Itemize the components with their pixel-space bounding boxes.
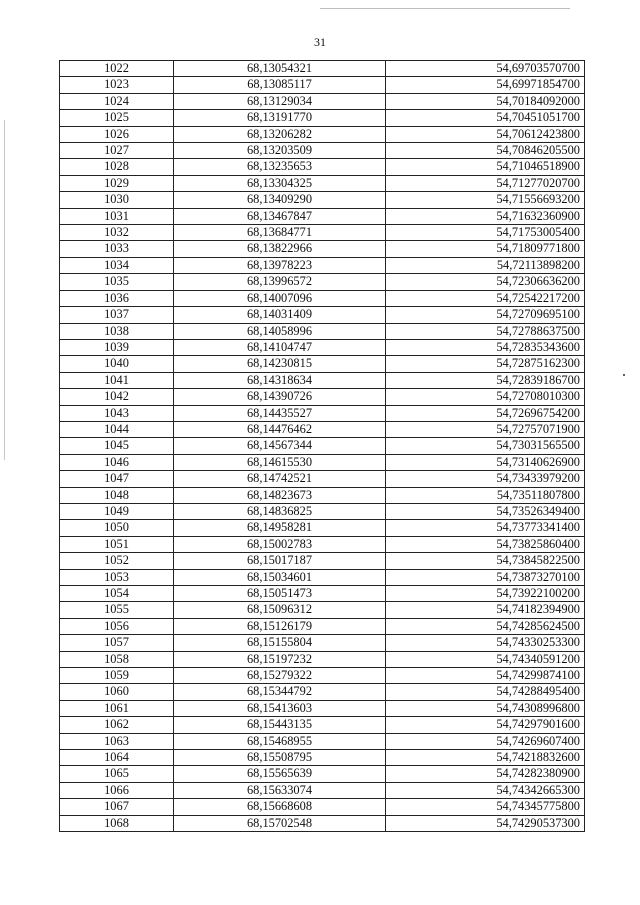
point-number-cell: 1037 [60, 307, 174, 323]
table-row [60, 684, 585, 700]
table-row [60, 668, 585, 684]
point-number-cell: 1034 [60, 257, 174, 273]
table-row [60, 405, 585, 421]
table-row [60, 717, 585, 733]
point-number-cell: 1057 [60, 635, 174, 651]
latitude-cell: 68,13978223 [174, 257, 386, 273]
point-number-cell: 1062 [60, 717, 174, 733]
table-row [60, 799, 585, 815]
latitude-cell: 68,14031409 [174, 307, 386, 323]
point-number-cell: 1025 [60, 110, 174, 126]
point-number-cell: 1041 [60, 372, 174, 388]
point-number-cell: 1059 [60, 668, 174, 684]
table-row [60, 733, 585, 749]
longitude-cell: 54,74308996800 [386, 700, 585, 716]
point-number-cell: 1067 [60, 799, 174, 815]
latitude-cell: 68,14615530 [174, 454, 386, 470]
latitude-cell: 68,15413603 [174, 700, 386, 716]
longitude-cell: 54,74282380900 [386, 766, 585, 782]
point-number-cell: 1038 [60, 323, 174, 339]
longitude-cell: 54,74269607400 [386, 733, 585, 749]
longitude-cell: 54,70184092000 [386, 93, 585, 109]
table-row [60, 602, 585, 618]
longitude-cell: 54,72542217200 [386, 290, 585, 306]
coordinates-table-body [60, 61, 585, 832]
table-row [60, 618, 585, 634]
table-row [60, 553, 585, 569]
longitude-cell: 54,73773341400 [386, 520, 585, 536]
point-number-cell: 1068 [60, 815, 174, 831]
point-number-cell: 1058 [60, 651, 174, 667]
table-row [60, 225, 585, 241]
longitude-cell: 54,70612423800 [386, 126, 585, 142]
latitude-cell: 68,13203509 [174, 143, 386, 159]
longitude-cell: 54,72708010300 [386, 389, 585, 405]
longitude-cell: 54,70451051700 [386, 110, 585, 126]
point-number-cell: 1063 [60, 733, 174, 749]
longitude-cell: 54,72839186700 [386, 372, 585, 388]
table-row [60, 520, 585, 536]
table-row [60, 766, 585, 782]
latitude-cell: 68,14836825 [174, 503, 386, 519]
table-row [60, 339, 585, 355]
latitude-cell: 68,14823673 [174, 487, 386, 503]
latitude-cell: 68,15633074 [174, 782, 386, 798]
table-row [60, 110, 585, 126]
longitude-cell: 54,74288495400 [386, 684, 585, 700]
table-row [60, 389, 585, 405]
latitude-cell: 68,13304325 [174, 175, 386, 191]
longitude-cell: 54,74299874100 [386, 668, 585, 684]
longitude-cell: 54,69703570700 [386, 61, 585, 77]
latitude-cell: 68,14104747 [174, 339, 386, 355]
longitude-cell: 54,71632360900 [386, 208, 585, 224]
longitude-cell: 54,74342665300 [386, 782, 585, 798]
longitude-cell: 54,74330253300 [386, 635, 585, 651]
point-number-cell: 1055 [60, 602, 174, 618]
point-number-cell: 1026 [60, 126, 174, 142]
latitude-cell: 68,15126179 [174, 618, 386, 634]
longitude-cell: 54,69971854700 [386, 77, 585, 93]
point-number-cell: 1022 [60, 61, 174, 77]
table-row [60, 487, 585, 503]
latitude-cell: 68,14742521 [174, 471, 386, 487]
latitude-cell: 68,15017187 [174, 553, 386, 569]
longitude-cell: 54,74340591200 [386, 651, 585, 667]
latitude-cell: 68,14476462 [174, 421, 386, 437]
point-number-cell: 1028 [60, 159, 174, 175]
longitude-cell: 54,72757071900 [386, 421, 585, 437]
longitude-cell: 54,73845822500 [386, 553, 585, 569]
point-number-cell: 1045 [60, 438, 174, 454]
latitude-cell: 68,13191770 [174, 110, 386, 126]
latitude-cell: 68,15344792 [174, 684, 386, 700]
table-row [60, 175, 585, 191]
point-number-cell: 1060 [60, 684, 174, 700]
latitude-cell: 68,13822966 [174, 241, 386, 257]
longitude-cell: 54,73922100200 [386, 586, 585, 602]
longitude-cell: 54,73511807800 [386, 487, 585, 503]
table-row [60, 635, 585, 651]
table-row [60, 126, 585, 142]
table-row [60, 454, 585, 470]
point-number-cell: 1023 [60, 77, 174, 93]
table-row [60, 750, 585, 766]
point-number-cell: 1064 [60, 750, 174, 766]
table-row [60, 815, 585, 831]
latitude-cell: 68,14390726 [174, 389, 386, 405]
point-number-cell: 1061 [60, 700, 174, 716]
table-row [60, 569, 585, 585]
latitude-cell: 68,13054321 [174, 61, 386, 77]
point-number-cell: 1056 [60, 618, 174, 634]
longitude-cell: 54,74218832600 [386, 750, 585, 766]
longitude-cell: 54,74182394900 [386, 602, 585, 618]
point-number-cell: 1052 [60, 553, 174, 569]
latitude-cell: 68,13409290 [174, 192, 386, 208]
table-row [60, 93, 585, 109]
latitude-cell: 68,15565639 [174, 766, 386, 782]
table-row [60, 77, 585, 93]
point-number-cell: 1039 [60, 339, 174, 355]
longitude-cell: 54,73825860400 [386, 536, 585, 552]
table-row [60, 241, 585, 257]
page-number: 31 [314, 35, 326, 49]
point-number-cell: 1033 [60, 241, 174, 257]
point-number-cell: 1066 [60, 782, 174, 798]
table-row [60, 307, 585, 323]
longitude-cell: 54,72113898200 [386, 257, 585, 273]
longitude-cell: 54,74290537300 [386, 815, 585, 831]
latitude-cell: 68,14318634 [174, 372, 386, 388]
point-number-cell: 1053 [60, 569, 174, 585]
point-number-cell: 1050 [60, 520, 174, 536]
latitude-cell: 68,15468955 [174, 733, 386, 749]
point-number-cell: 1029 [60, 175, 174, 191]
point-number-cell: 1065 [60, 766, 174, 782]
latitude-cell: 68,14058996 [174, 323, 386, 339]
latitude-cell: 68,15443135 [174, 717, 386, 733]
point-number-cell: 1040 [60, 356, 174, 372]
longitude-cell: 54,70846205500 [386, 143, 585, 159]
longitude-cell: 54,71046518900 [386, 159, 585, 175]
longitude-cell: 54,71809771800 [386, 241, 585, 257]
longitude-cell: 54,73873270100 [386, 569, 585, 585]
longitude-cell: 54,73433979200 [386, 471, 585, 487]
point-number-cell: 1030 [60, 192, 174, 208]
coordinates-table [59, 60, 585, 832]
latitude-cell: 68,15279322 [174, 668, 386, 684]
table-row [60, 651, 585, 667]
point-number-cell: 1049 [60, 503, 174, 519]
table-row [60, 257, 585, 273]
longitude-cell: 54,74285624500 [386, 618, 585, 634]
longitude-cell: 54,73031565500 [386, 438, 585, 454]
longitude-cell: 54,73526349400 [386, 503, 585, 519]
longitude-cell: 54,74297901600 [386, 717, 585, 733]
point-number-cell: 1031 [60, 208, 174, 224]
point-number-cell: 1047 [60, 471, 174, 487]
table-row [60, 372, 585, 388]
latitude-cell: 68,14435527 [174, 405, 386, 421]
table-row [60, 356, 585, 372]
scan-edge-left [4, 120, 5, 460]
longitude-cell: 54,73140626900 [386, 454, 585, 470]
latitude-cell: 68,13085117 [174, 77, 386, 93]
point-number-cell: 1054 [60, 586, 174, 602]
point-number-cell: 1043 [60, 405, 174, 421]
point-number-cell: 1042 [60, 389, 174, 405]
latitude-cell: 68,13206282 [174, 126, 386, 142]
point-number-cell: 1051 [60, 536, 174, 552]
point-number-cell: 1044 [60, 421, 174, 437]
table-row [60, 536, 585, 552]
latitude-cell: 68,15002783 [174, 536, 386, 552]
table-row [60, 782, 585, 798]
table-row [60, 503, 585, 519]
latitude-cell: 68,14007096 [174, 290, 386, 306]
scan-edge-top [320, 8, 570, 9]
table-row [60, 143, 585, 159]
latitude-cell: 68,15668608 [174, 799, 386, 815]
longitude-cell: 54,72696754200 [386, 405, 585, 421]
longitude-cell: 54,71277020700 [386, 175, 585, 191]
table-row [60, 471, 585, 487]
table-row [60, 700, 585, 716]
table-row [60, 61, 585, 77]
point-number-cell: 1027 [60, 143, 174, 159]
latitude-cell: 68,15051473 [174, 586, 386, 602]
latitude-cell: 68,15508795 [174, 750, 386, 766]
latitude-cell: 68,15034601 [174, 569, 386, 585]
latitude-cell: 68,14567344 [174, 438, 386, 454]
longitude-cell: 54,72709695100 [386, 307, 585, 323]
point-number-cell: 1024 [60, 93, 174, 109]
table-row [60, 208, 585, 224]
latitude-cell: 68,15197232 [174, 651, 386, 667]
latitude-cell: 68,14230815 [174, 356, 386, 372]
longitude-cell: 54,72835343600 [386, 339, 585, 355]
longitude-cell: 54,71556693200 [386, 192, 585, 208]
latitude-cell: 68,15096312 [174, 602, 386, 618]
latitude-cell: 68,13684771 [174, 225, 386, 241]
point-number-cell: 1048 [60, 487, 174, 503]
point-number-cell: 1046 [60, 454, 174, 470]
table-row [60, 438, 585, 454]
table-row [60, 274, 585, 290]
point-number-cell: 1032 [60, 225, 174, 241]
table-row [60, 421, 585, 437]
latitude-cell: 68,13467847 [174, 208, 386, 224]
point-number-cell: 1035 [60, 274, 174, 290]
latitude-cell: 68,15155804 [174, 635, 386, 651]
longitude-cell: 54,72788637500 [386, 323, 585, 339]
latitude-cell: 68,13996572 [174, 274, 386, 290]
table-row [60, 586, 585, 602]
longitude-cell: 54,72875162300 [386, 356, 585, 372]
latitude-cell: 68,15702548 [174, 815, 386, 831]
longitude-cell: 54,74345775800 [386, 799, 585, 815]
table-row [60, 323, 585, 339]
table-row [60, 159, 585, 175]
longitude-cell: 54,72306636200 [386, 274, 585, 290]
table-row [60, 290, 585, 306]
table-row [60, 192, 585, 208]
latitude-cell: 68,13235653 [174, 159, 386, 175]
longitude-cell: 54,71753005400 [386, 225, 585, 241]
latitude-cell: 68,13129034 [174, 93, 386, 109]
point-number-cell: 1036 [60, 290, 174, 306]
latitude-cell: 68,14958281 [174, 520, 386, 536]
scan-speck [623, 374, 625, 376]
